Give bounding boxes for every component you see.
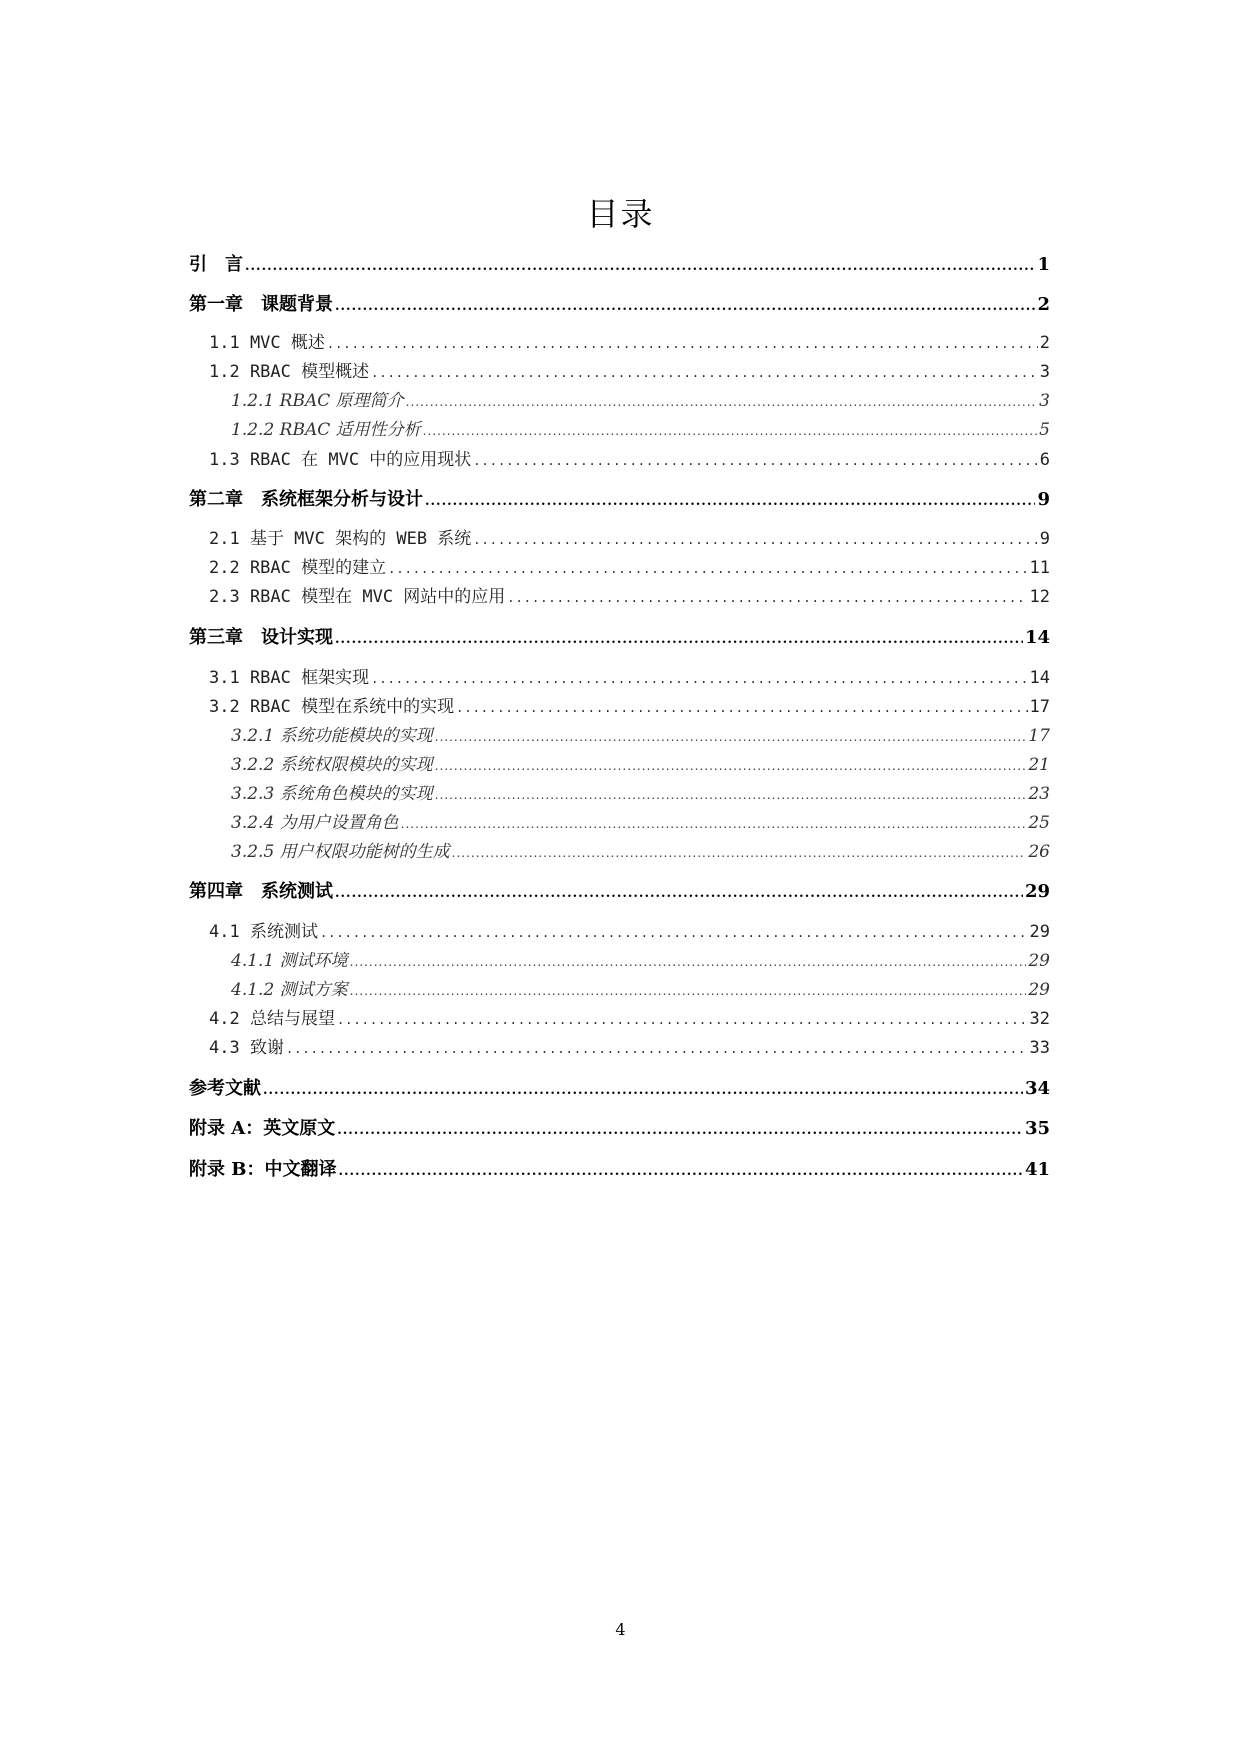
toc-entry-label: 4.1.2 测试方案 <box>231 980 348 1000</box>
toc-entry-page: 34 <box>1024 1078 1050 1099</box>
toc-leader-dots <box>335 886 1023 901</box>
toc-entry-label: 4.1 系统测试 <box>209 922 318 942</box>
toc-entry-label: 第一章 课题背景 <box>189 294 333 315</box>
toc-entry-page: 32 <box>1029 1009 1050 1029</box>
toc-leader-dots <box>456 701 1027 715</box>
toc-leader-dots <box>473 533 1037 547</box>
toc-entry-label: 1.2.2 RBAC 适用性分析 <box>231 420 421 440</box>
toc-entry-page: 14 <box>1029 668 1050 688</box>
toc-entry-subsection[interactable] <box>231 808 1050 833</box>
toc-entry-page: 33 <box>1029 1038 1050 1058</box>
toc-leader-dots <box>473 454 1037 468</box>
toc-entry-subsection[interactable] <box>231 946 1050 971</box>
toc-entry-label: 2.2 RBAC 模型的建立 <box>209 558 387 578</box>
toc-entry-section[interactable] <box>209 1004 1050 1029</box>
toc-leader-dots <box>452 846 1027 860</box>
toc-leader-dots <box>337 1123 1023 1138</box>
toc-entry-chapter[interactable] <box>189 623 1050 649</box>
toc-leader-dots <box>337 1013 1028 1027</box>
toc-leader-dots <box>423 424 1038 438</box>
toc-entry-chapter[interactable] <box>189 290 1050 316</box>
toc-entry-subsection[interactable] <box>231 750 1050 775</box>
toc-entry-label: 3.2.2 系统权限模块的实现 <box>231 755 433 775</box>
toc-entry-page: 6 <box>1039 450 1050 470</box>
toc-entry-page: 41 <box>1024 1159 1050 1180</box>
toc-entry-label: 1.1 MVC 概述 <box>209 333 325 353</box>
toc-entry-section[interactable] <box>209 917 1050 942</box>
toc-entry-page: 21 <box>1028 755 1050 775</box>
toc-entry-label: 3.2.1 系统功能模块的实现 <box>231 726 433 746</box>
toc-entry-section[interactable] <box>209 553 1050 578</box>
toc-leader-dots <box>435 788 1027 802</box>
toc-entry-page: 29 <box>1024 881 1050 902</box>
toc-entry-subsection[interactable] <box>231 721 1050 746</box>
toc-entry-label: 第三章 设计实现 <box>189 627 333 648</box>
toc-entry-label: 第四章 系统测试 <box>189 881 333 902</box>
toc-entry-label: 3.1 RBAC 框架实现 <box>209 668 370 688</box>
toc-entry-label: 4.1.1 测试环境 <box>231 951 348 971</box>
toc-entry-label: 附录 B：中文翻译 <box>189 1159 337 1180</box>
toc-leader-dots <box>335 632 1023 647</box>
toc-entry-label: 1.2 RBAC 模型概述 <box>209 362 370 382</box>
toc-entry-label: 引 言 <box>189 254 243 275</box>
toc-entry-section[interactable] <box>209 663 1050 688</box>
toc-entry-page: 12 <box>1029 587 1050 607</box>
toc-entry-section[interactable] <box>209 357 1050 382</box>
toc-entry-subsection[interactable] <box>231 415 1050 440</box>
toc-entry-section[interactable] <box>209 445 1050 470</box>
toc-entry-section[interactable] <box>209 328 1050 353</box>
toc-entry-section[interactable] <box>209 1033 1050 1058</box>
toc-leader-dots <box>371 672 1027 686</box>
toc-entry-chapter[interactable] <box>189 877 1050 903</box>
toc-entry-page: 9 <box>1039 529 1050 549</box>
toc-entry-subsection[interactable] <box>231 779 1050 804</box>
toc-entry-subsection[interactable] <box>231 837 1050 862</box>
toc-entry-chapter[interactable] <box>189 1114 1050 1140</box>
toc-entry-label: 2.1 基于 MVC 架构的 WEB 系统 <box>209 529 472 549</box>
toc-entry-chapter[interactable] <box>189 1074 1050 1100</box>
toc-leader-dots <box>435 730 1027 744</box>
toc-entry-page: 14 <box>1024 627 1050 648</box>
toc-entry-page: 35 <box>1024 1118 1050 1139</box>
toc-leader-dots <box>388 562 1027 576</box>
toc-leader-dots <box>435 759 1027 773</box>
toc-leader-dots <box>335 299 1035 314</box>
toc-entry-label: 1.3 RBAC 在 MVC 中的应用现状 <box>209 450 472 470</box>
toc-leader-dots <box>338 1164 1022 1179</box>
toc-entry-page: 3 <box>1039 362 1050 382</box>
toc-entry-label: 3.2.4 为用户设置角色 <box>231 813 399 833</box>
toc-leader-dots <box>286 1042 1028 1056</box>
toc-entry-chapter[interactable] <box>189 485 1050 511</box>
toc-leader-dots <box>371 366 1038 380</box>
toc-entry-section[interactable] <box>209 692 1050 717</box>
toc-entry-subsection[interactable] <box>231 975 1050 1000</box>
toc-leader-dots <box>350 955 1027 969</box>
toc-entry-page: 2 <box>1037 294 1050 315</box>
toc-entry-label: 参考文献 <box>189 1078 261 1099</box>
toc-leader-dots <box>320 926 1028 940</box>
page-number: 4 <box>615 1620 626 1639</box>
toc-entry-page: 3 <box>1039 391 1050 411</box>
toc-entry-page: 23 <box>1028 784 1050 804</box>
toc-entry-label: 3.2.3 系统角色模块的实现 <box>231 784 433 804</box>
toc-leader-dots <box>350 984 1027 998</box>
toc-entry-page: 9 <box>1037 489 1050 510</box>
toc-entry-label: 2.3 RBAC 模型在 MVC 网站中的应用 <box>209 587 506 607</box>
toc-entry-label: 4.2 总结与展望 <box>209 1009 335 1029</box>
toc-entry-label: 3.2.5 用户权限功能树的生成 <box>231 842 450 862</box>
toc-entry-page: 26 <box>1028 842 1050 862</box>
toc-entry-page: 29 <box>1028 951 1050 971</box>
toc-entry-page: 2 <box>1039 333 1050 353</box>
toc-entry-page: 25 <box>1028 813 1050 833</box>
toc-entry-label: 3.2 RBAC 模型在系统中的实现 <box>209 697 455 717</box>
toc-leader-dots <box>245 259 1035 274</box>
toc-entry-page: 17 <box>1028 726 1050 746</box>
toc-leader-dots <box>401 817 1027 831</box>
toc-leader-dots <box>507 591 1027 605</box>
toc-entry-page: 29 <box>1028 980 1050 1000</box>
toc-entry-label: 4.3 致谢 <box>209 1038 284 1058</box>
toc-entry-chapter[interactable] <box>189 250 1050 276</box>
toc-entry-section[interactable] <box>209 524 1050 549</box>
toc-leader-dots <box>327 337 1038 351</box>
toc-entry-page: 5 <box>1039 420 1050 440</box>
toc-entry-label: 第二章 系统框架分析与设计 <box>189 489 423 510</box>
toc-entry-page: 29 <box>1029 922 1050 942</box>
toc-entry-page: 1 <box>1037 254 1050 275</box>
toc-entry-page: 11 <box>1029 558 1050 578</box>
toc-entry-section[interactable] <box>209 582 1050 607</box>
toc-entry-subsection[interactable] <box>231 386 1050 411</box>
toc-entry-chapter[interactable] <box>189 1155 1050 1181</box>
toc-leader-dots <box>425 494 1035 509</box>
toc-leader-dots <box>406 395 1038 409</box>
toc-entry-label: 1.2.1 RBAC 原理简介 <box>231 391 404 411</box>
toc-leader-dots <box>263 1083 1023 1098</box>
toc-entry-page: 17 <box>1029 697 1050 717</box>
toc-entry-label: 附录 A：英文原文 <box>189 1118 336 1139</box>
page-title: 目录 <box>586 195 655 233</box>
